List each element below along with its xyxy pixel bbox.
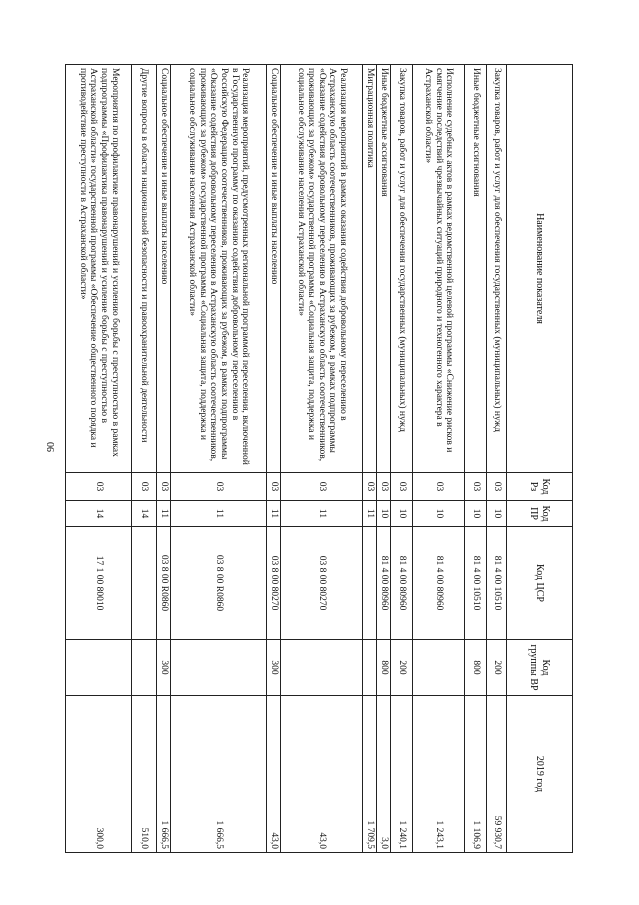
cell-rz: 03 [391, 473, 413, 501]
header-rz: Код Рз [507, 473, 573, 501]
cell-vr [171, 640, 267, 696]
cell-vr [132, 640, 157, 696]
cell-vr: 200 [391, 640, 413, 696]
cell-rz: 03 [157, 473, 171, 501]
table-header-row [507, 65, 573, 853]
cell-csr [363, 527, 377, 640]
table-row [267, 65, 281, 853]
cell-csr: 81 4 00 10510 [487, 527, 507, 640]
cell-rz: 03 [66, 473, 132, 501]
cell-pr: 11 [171, 501, 267, 527]
cell-csr: 03 8 00 R0860 [171, 527, 267, 640]
cell-pr: 14 [132, 501, 157, 527]
cell-pr: 14 [66, 501, 132, 527]
cell-rz: 03 [281, 473, 363, 501]
table-row [157, 65, 171, 853]
cell-name: Социальное обеспечение и иные выплаты населению [267, 65, 281, 473]
table-row [391, 65, 413, 853]
cell-name: Миграционная политика [363, 65, 377, 473]
cell-csr: 03 8 00 80270 [267, 527, 281, 640]
cell-2019: 1 666,5 [157, 696, 171, 853]
cell-name: Социальное обеспечение и иные выплаты населению [157, 65, 171, 473]
cell-vr: 300 [157, 640, 171, 696]
cell-vr [66, 640, 132, 696]
table-row [377, 65, 391, 853]
cell-csr: 81 4 00 80960 [377, 527, 391, 640]
header-pr: Код ПР [507, 501, 573, 527]
cell-name: Реализация мероприятий, предусмотренных региональной программой переселения, включенной в Государственную программу по оказанию содействия добровольному переселению в Российскую Федерацию соотечественников, проживающих за рубежом, в рамках подпрограммы «Оказание содействия добровольному переселению в Астраханскую область соотечественников, проживающих за рубежом» государственной программы «Социальная защита, поддержка и социальное обслуживание населения Астраханской области» [171, 65, 267, 473]
cell-name: Закупка товаров, работ и услуг для обеспечения государственных (муниципальных) нужд [487, 65, 507, 473]
cell-pr: 11 [363, 501, 377, 527]
cell-2019: 1 106,9 [465, 696, 487, 853]
cell-name: Иные бюджетные ассигнования [465, 65, 487, 473]
cell-rz: 03 [487, 473, 507, 501]
table-row [171, 65, 267, 853]
table-row [413, 65, 465, 853]
cell-csr: 81 4 00 10510 [465, 527, 487, 640]
cell-rz: 03 [377, 473, 391, 501]
cell-vr [363, 640, 377, 696]
cell-vr: 800 [465, 640, 487, 696]
cell-rz: 03 [363, 473, 377, 501]
cell-vr [413, 640, 465, 696]
cell-csr: 81 4 00 80960 [413, 527, 465, 640]
cell-pr: 10 [487, 501, 507, 527]
cell-csr: 03 8 00 R0860 [157, 527, 171, 640]
cell-2019: 1 240,1 [391, 696, 413, 853]
rotated-page-content [77, 64, 573, 852]
header-csr: Код ЦСР [507, 527, 573, 640]
cell-vr [281, 640, 363, 696]
cell-name: Другие вопросы в области национальной безопасности и правоохранительной деятельности [132, 65, 157, 473]
cell-2019: 1 709,5 [363, 696, 377, 853]
cell-csr [132, 527, 157, 640]
cell-2019: 43,0 [281, 696, 363, 853]
table-row [465, 65, 487, 853]
cell-name: Мероприятия по профилактике правонарушений и усилению борьбы с преступностью в рамках подпрограммы «Профилактика правонарушений и усиление борьбы с преступностью в Астраханской области» государственной программы «Обеспечение общественного порядка и противодействие преступности в Астраханской области» [66, 65, 132, 473]
cell-2019: 1 243,1 [413, 696, 465, 853]
header-name: Наименование показателя [507, 65, 573, 473]
cell-vr: 800 [377, 640, 391, 696]
cell-2019: 300,0 [66, 696, 132, 853]
cell-2019: 1 666,5 [171, 696, 267, 853]
budget-table [65, 64, 573, 853]
page-number: 90 [46, 442, 57, 452]
cell-2019: 510,0 [132, 696, 157, 853]
cell-2019: 3,0 [377, 696, 391, 853]
cell-pr: 11 [281, 501, 363, 527]
cell-2019: 43,0 [267, 696, 281, 853]
header-2019: 2019 год [507, 696, 573, 853]
cell-vr: 300 [267, 640, 281, 696]
cell-pr: 10 [377, 501, 391, 527]
cell-rz: 03 [132, 473, 157, 501]
table-row [132, 65, 157, 853]
cell-pr: 10 [413, 501, 465, 527]
cell-csr: 03 8 00 80270 [281, 527, 363, 640]
header-vr: Код группы ВР [507, 640, 573, 696]
table-row [363, 65, 377, 853]
cell-pr: 10 [391, 501, 413, 527]
cell-rz: 03 [465, 473, 487, 501]
table-row [487, 65, 507, 853]
cell-rz: 03 [267, 473, 281, 501]
cell-csr: 17 1 00 80010 [66, 527, 132, 640]
cell-name: Реализация мероприятий в рамках оказания содействия добровольному переселению в Астраханскую область соотечественников, проживающих за рубежом, в рамках подпрограммы «Оказание содействия добровольному переселению в Астраханскую область соотечественников, проживающих за рубежом» государственной программы «Социальная защита, поддержка и социальное обслуживание населения Астраханской области» [281, 65, 363, 473]
cell-vr: 200 [487, 640, 507, 696]
cell-rz: 03 [413, 473, 465, 501]
cell-2019: 59 930,7 [487, 696, 507, 853]
cell-rz: 03 [171, 473, 267, 501]
table-row [281, 65, 363, 853]
cell-name: Закупка товаров, работ и услуг для обеспечения государственных (муниципальных) нужд [391, 65, 413, 473]
cell-pr: 10 [465, 501, 487, 527]
cell-pr: 11 [267, 501, 281, 527]
cell-csr: 81 4 00 80960 [391, 527, 413, 640]
cell-pr: 11 [157, 501, 171, 527]
cell-name: Иные бюджетные ассигнования [377, 65, 391, 473]
table-row [66, 65, 132, 853]
cell-name: Исполнение судебных актов в рамках ведомственной целевой программы «Снижение рисков и смягчение последствий чрезвычайных ситуаций природного и техногенного характера в Астраханской области» [413, 65, 465, 473]
